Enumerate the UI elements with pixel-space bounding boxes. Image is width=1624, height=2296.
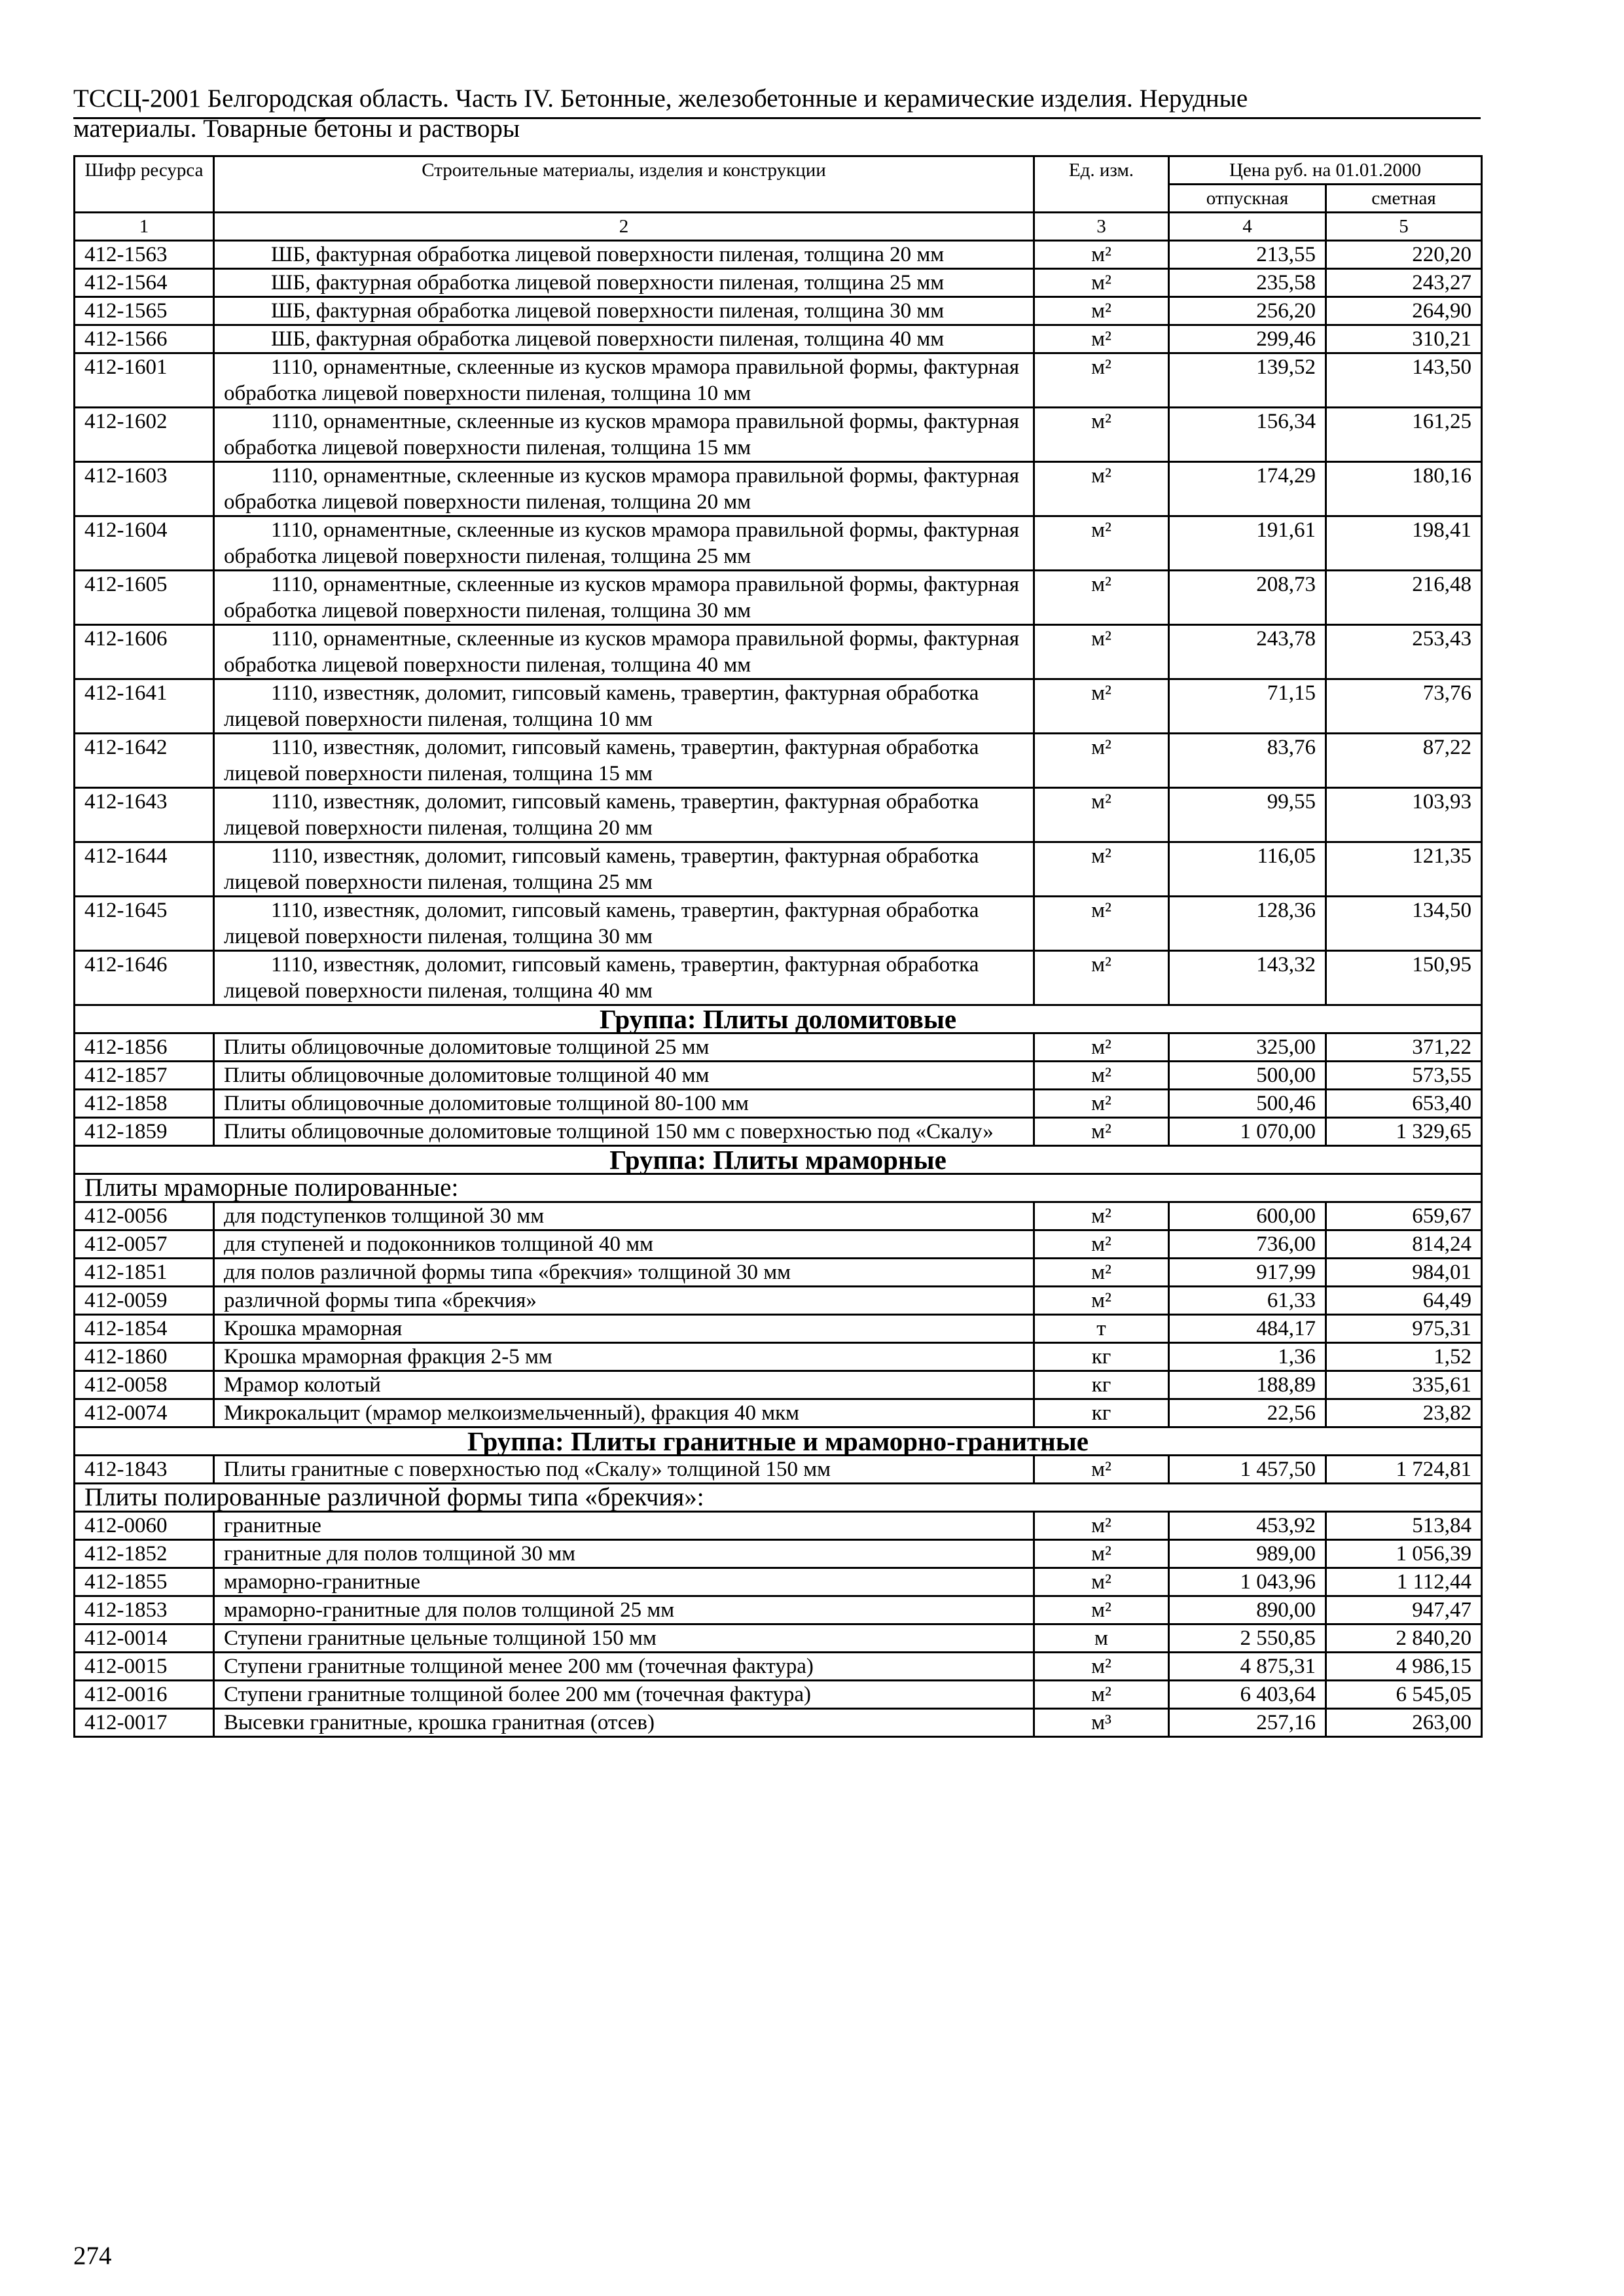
group-heading-granite xyxy=(75,1427,1482,1456)
release-price: 116,05 xyxy=(1169,842,1326,897)
item-description: Микрокальцит (мрамор мелкоизмельченный), фракция 40 мкм xyxy=(214,1399,1034,1427)
unit-of-measure: м² xyxy=(1034,1596,1169,1624)
unit-of-measure: м² xyxy=(1034,1090,1169,1118)
group-heading-dolomite-title: Группа: Плиты доломитовые xyxy=(75,1005,1482,1033)
release-price: 325,00 xyxy=(1169,1033,1326,1062)
resource-code: 412-1645 xyxy=(75,897,214,951)
item-description: Ступени гранитные цельные толщиной 150 мм xyxy=(214,1624,1034,1653)
estimate-price: 1 724,81 xyxy=(1326,1456,1482,1484)
col-num: 3 xyxy=(1034,213,1169,241)
estimate-price: 220,20 xyxy=(1326,241,1482,269)
group-heading-marble xyxy=(75,1146,1482,1174)
unit-of-measure: м² xyxy=(1034,1202,1169,1230)
estimate-price: 264,90 xyxy=(1326,297,1482,325)
unit-of-measure: м² xyxy=(1034,1259,1169,1287)
estimate-price: 371,22 xyxy=(1326,1033,1482,1062)
unit-of-measure: м² xyxy=(1034,1033,1169,1062)
resource-code: 412-1606 xyxy=(75,625,214,679)
group-heading-dolomite xyxy=(75,1005,1482,1033)
release-price: 500,46 xyxy=(1169,1090,1326,1118)
estimate-price: 198,41 xyxy=(1326,516,1482,571)
resource-code: 412-1858 xyxy=(75,1090,214,1118)
resource-code: 412-0016 xyxy=(75,1681,214,1709)
item-description: для полов различной формы типа «брекчия» толщиной 30 мм xyxy=(214,1259,1034,1287)
unit-of-measure: м² xyxy=(1034,516,1169,571)
release-price: 2 550,85 xyxy=(1169,1624,1326,1653)
item-description: Плиты облицовочные доломитовые толщиной 40 мм xyxy=(214,1062,1034,1090)
release-price: 917,99 xyxy=(1169,1259,1326,1287)
table-row xyxy=(75,269,1482,297)
item-description xyxy=(214,679,1034,734)
resource-code: 412-1564 xyxy=(75,269,214,297)
estimate-price: 23,82 xyxy=(1326,1399,1482,1427)
table-row xyxy=(75,1709,1482,1737)
table-row xyxy=(75,1202,1482,1230)
table-row xyxy=(75,1230,1482,1259)
item-description-text: 1110, известняк, доломит, гипсовый камень, травертин, фактурная обработка лицевой поверхности пиленая, толщина 40 мм xyxy=(224,953,979,1003)
resource-code: 412-1843 xyxy=(75,1456,214,1484)
subheading-granite-polished-label: Плиты полированные различной формы типа «брекчия»: xyxy=(75,1484,1482,1512)
resource-code: 412-1857 xyxy=(75,1062,214,1090)
estimate-price: 121,35 xyxy=(1326,842,1482,897)
table-row xyxy=(75,241,1482,269)
estimate-price: 659,67 xyxy=(1326,1202,1482,1230)
item-description-text: 1110, орнаментные, склеенные из кусков мрамора правильной формы, фактурная обработка лицевой поверхности пиленая, толщина 30 мм xyxy=(224,573,1020,622)
resource-code: 412-1565 xyxy=(75,297,214,325)
table-row xyxy=(75,679,1482,734)
header-rule xyxy=(73,117,1481,119)
release-price: 208,73 xyxy=(1169,571,1326,625)
unit-of-measure: м² xyxy=(1034,1540,1169,1568)
release-price: 1 457,50 xyxy=(1169,1456,1326,1484)
table-row xyxy=(75,1315,1482,1343)
estimate-price: 180,16 xyxy=(1326,462,1482,516)
resource-code: 412-0057 xyxy=(75,1230,214,1259)
resource-code: 412-0014 xyxy=(75,1624,214,1653)
item-description: Высевки гранитные, крошка гранитная (отсев) xyxy=(214,1709,1034,1737)
table-row xyxy=(75,408,1482,462)
item-description xyxy=(214,353,1034,408)
table-row xyxy=(75,297,1482,325)
unit-of-measure: м² xyxy=(1034,1568,1169,1596)
group-heading-marble-title: Группа: Плиты мраморные xyxy=(75,1146,1482,1174)
resource-code: 412-0060 xyxy=(75,1512,214,1540)
table-row xyxy=(75,1343,1482,1371)
estimate-price: 947,47 xyxy=(1326,1596,1482,1624)
item-description: Крошка мраморная фракция 2-5 мм xyxy=(214,1343,1034,1371)
resource-code: 412-0056 xyxy=(75,1202,214,1230)
unit-of-measure: м² xyxy=(1034,1653,1169,1681)
col-unit-header: Ед. изм. xyxy=(1034,156,1169,213)
unit-of-measure: м² xyxy=(1034,297,1169,325)
estimate-price: 975,31 xyxy=(1326,1315,1482,1343)
release-price: 139,52 xyxy=(1169,353,1326,408)
item-description-text: ШБ, фактурная обработка лицевой поверхности пиленая, толщина 40 мм xyxy=(271,327,945,351)
table-row xyxy=(75,1653,1482,1681)
release-price: 257,16 xyxy=(1169,1709,1326,1737)
release-price: 989,00 xyxy=(1169,1540,1326,1568)
estimate-price: 984,01 xyxy=(1326,1259,1482,1287)
resource-code: 412-1643 xyxy=(75,788,214,842)
unit-of-measure: м xyxy=(1034,1624,1169,1653)
unit-of-measure: м² xyxy=(1034,1456,1169,1484)
unit-of-measure: м² xyxy=(1034,241,1169,269)
resource-code: 412-1644 xyxy=(75,842,214,897)
unit-of-measure: м² xyxy=(1034,1062,1169,1090)
table-row xyxy=(75,462,1482,516)
resource-code: 412-1603 xyxy=(75,462,214,516)
item-description-text: ШБ, фактурная обработка лицевой поверхности пиленая, толщина 20 мм xyxy=(271,243,945,266)
group-heading-granite-title: Группа: Плиты гранитные и мраморно-гранитные xyxy=(75,1427,1482,1456)
item-description-text: 1110, орнаментные, склеенные из кусков мрамора правильной формы, фактурная обработка лицевой поверхности пиленая, толщина 10 мм xyxy=(224,355,1020,405)
document-header xyxy=(73,84,1481,144)
release-price: 174,29 xyxy=(1169,462,1326,516)
item-description-text: ШБ, фактурная обработка лицевой поверхности пиленая, толщина 25 мм xyxy=(271,271,945,295)
col-num: 5 xyxy=(1326,213,1482,241)
item-description-text: 1110, орнаментные, склеенные из кусков мрамора правильной формы, фактурная обработка лицевой поверхности пиленая, толщина 40 мм xyxy=(224,627,1020,677)
estimate-price: 1,52 xyxy=(1326,1343,1482,1371)
release-price: 22,56 xyxy=(1169,1399,1326,1427)
release-price: 736,00 xyxy=(1169,1230,1326,1259)
item-description-text: 1110, известняк, доломит, гипсовый камень, травертин, фактурная обработка лицевой поверхности пиленая, толщина 20 мм xyxy=(224,790,979,840)
unit-of-measure: м² xyxy=(1034,788,1169,842)
table-row xyxy=(75,1624,1482,1653)
release-price: 299,46 xyxy=(1169,325,1326,353)
item-description: для подступенков толщиной 30 мм xyxy=(214,1202,1034,1230)
col-num: 4 xyxy=(1169,213,1326,241)
item-description-text: 1110, орнаментные, склеенные из кусков мрамора правильной формы, фактурная обработка лицевой поверхности пиленая, толщина 25 мм xyxy=(224,518,1020,568)
item-description-text: 1110, известняк, доломит, гипсовый камень, травертин, фактурная обработка лицевой поверхности пиленая, толщина 10 мм xyxy=(224,681,979,731)
estimate-price: 87,22 xyxy=(1326,734,1482,788)
resource-code: 412-1851 xyxy=(75,1259,214,1287)
table-row xyxy=(75,1090,1482,1118)
estimate-price: 513,84 xyxy=(1326,1512,1482,1540)
resource-code: 412-1646 xyxy=(75,951,214,1005)
resource-code: 412-1604 xyxy=(75,516,214,571)
unit-of-measure: кг xyxy=(1034,1343,1169,1371)
release-price: 188,89 xyxy=(1169,1371,1326,1399)
item-description xyxy=(214,734,1034,788)
table-row xyxy=(75,1512,1482,1540)
release-price: 243,78 xyxy=(1169,625,1326,679)
unit-of-measure: м² xyxy=(1034,269,1169,297)
release-price: 600,00 xyxy=(1169,1202,1326,1230)
item-description: гранитные для полов толщиной 30 мм xyxy=(214,1540,1034,1568)
table-row xyxy=(75,1540,1482,1568)
item-description xyxy=(214,625,1034,679)
estimate-price: 2 840,20 xyxy=(1326,1624,1482,1653)
unit-of-measure: м² xyxy=(1034,1230,1169,1259)
estimate-price: 103,93 xyxy=(1326,788,1482,842)
item-description: Плиты облицовочные доломитовые толщиной 80-100 мм xyxy=(214,1090,1034,1118)
table-row xyxy=(75,788,1482,842)
resource-code: 412-0058 xyxy=(75,1371,214,1399)
item-description: мраморно-гранитные xyxy=(214,1568,1034,1596)
unit-of-measure: м² xyxy=(1034,1512,1169,1540)
resource-code: 412-1860 xyxy=(75,1343,214,1371)
resource-code: 412-1601 xyxy=(75,353,214,408)
estimate-price: 814,24 xyxy=(1326,1230,1482,1259)
release-price: 484,17 xyxy=(1169,1315,1326,1343)
resource-code: 412-1852 xyxy=(75,1540,214,1568)
release-price: 235,58 xyxy=(1169,269,1326,297)
item-description xyxy=(214,571,1034,625)
item-description: гранитные xyxy=(214,1512,1034,1540)
estimate-price: 150,95 xyxy=(1326,951,1482,1005)
item-description: Крошка мраморная xyxy=(214,1315,1034,1343)
release-price: 128,36 xyxy=(1169,897,1326,951)
unit-of-measure: м² xyxy=(1034,734,1169,788)
release-price: 83,76 xyxy=(1169,734,1326,788)
unit-of-measure: м² xyxy=(1034,571,1169,625)
estimate-price: 653,40 xyxy=(1326,1090,1482,1118)
item-description xyxy=(214,951,1034,1005)
resource-code: 412-0059 xyxy=(75,1287,214,1315)
estimate-price: 161,25 xyxy=(1326,408,1482,462)
estimate-price: 4 986,15 xyxy=(1326,1653,1482,1681)
item-description xyxy=(214,325,1034,353)
release-price: 61,33 xyxy=(1169,1287,1326,1315)
estimate-price: 143,50 xyxy=(1326,353,1482,408)
item-description: различной формы типа «брекчия» xyxy=(214,1287,1034,1315)
col-estimate-header: сметная xyxy=(1326,185,1482,213)
resource-code: 412-1859 xyxy=(75,1118,214,1146)
item-description: Плиты облицовочные доломитовые толщиной 150 мм с поверхностью под «Скалу» xyxy=(214,1118,1034,1146)
item-description-text: 1110, известняк, доломит, гипсовый камень, травертин, фактурная обработка лицевой поверхности пиленая, толщина 15 мм xyxy=(224,736,979,785)
table-row xyxy=(75,734,1482,788)
release-price: 256,20 xyxy=(1169,297,1326,325)
release-price: 1 070,00 xyxy=(1169,1118,1326,1146)
release-price: 71,15 xyxy=(1169,679,1326,734)
item-description: Ступени гранитные толщиной более 200 мм (точечная фактура) xyxy=(214,1681,1034,1709)
release-price: 4 875,31 xyxy=(1169,1653,1326,1681)
subheading-marble-polished xyxy=(75,1174,1482,1202)
resource-code: 412-1855 xyxy=(75,1568,214,1596)
resource-code: 412-1566 xyxy=(75,325,214,353)
unit-of-measure: м² xyxy=(1034,951,1169,1005)
unit-of-measure: кг xyxy=(1034,1371,1169,1399)
item-description xyxy=(214,897,1034,951)
estimate-price: 134,50 xyxy=(1326,897,1482,951)
col-release-header: отпускная xyxy=(1169,185,1326,213)
table-row xyxy=(75,1399,1482,1427)
table-row xyxy=(75,625,1482,679)
table-row xyxy=(75,353,1482,408)
resource-code: 412-0074 xyxy=(75,1399,214,1427)
unit-of-measure: м² xyxy=(1034,842,1169,897)
unit-of-measure: м² xyxy=(1034,897,1169,951)
item-description-text: ШБ, фактурная обработка лицевой поверхности пиленая, толщина 30 мм xyxy=(271,299,945,323)
table-row xyxy=(75,1287,1482,1315)
price-table xyxy=(73,155,1483,1738)
table-row xyxy=(75,571,1482,625)
unit-of-measure: т xyxy=(1034,1315,1169,1343)
table-row xyxy=(75,325,1482,353)
unit-of-measure: м² xyxy=(1034,679,1169,734)
resource-code: 412-1602 xyxy=(75,408,214,462)
subheading-granite-polished xyxy=(75,1484,1482,1512)
column-number-row xyxy=(75,213,1482,241)
unit-of-measure: м² xyxy=(1034,1118,1169,1146)
release-price: 1 043,96 xyxy=(1169,1568,1326,1596)
release-price: 1,36 xyxy=(1169,1343,1326,1371)
resource-code: 412-1642 xyxy=(75,734,214,788)
table-row xyxy=(75,1033,1482,1062)
item-description xyxy=(214,297,1034,325)
item-description xyxy=(214,516,1034,571)
item-description xyxy=(214,462,1034,516)
item-description xyxy=(214,269,1034,297)
resource-code: 412-1605 xyxy=(75,571,214,625)
release-price: 213,55 xyxy=(1169,241,1326,269)
unit-of-measure: кг xyxy=(1034,1399,1169,1427)
item-description-text: 1110, орнаментные, склеенные из кусков мрамора правильной формы, фактурная обработка лицевой поверхности пиленая, толщина 20 мм xyxy=(224,464,1020,514)
table-row xyxy=(75,842,1482,897)
header-line-2: материалы. Товарные бетоны и растворы xyxy=(73,115,520,143)
table-row xyxy=(75,1456,1482,1484)
estimate-price: 1 329,65 xyxy=(1326,1118,1482,1146)
table-row xyxy=(75,1596,1482,1624)
estimate-price: 216,48 xyxy=(1326,571,1482,625)
item-description xyxy=(214,241,1034,269)
table-header-row xyxy=(75,156,1482,185)
table-row xyxy=(75,1118,1482,1146)
item-description xyxy=(214,408,1034,462)
item-description: для ступеней и подоконников толщиной 40 мм xyxy=(214,1230,1034,1259)
resource-code: 412-1563 xyxy=(75,241,214,269)
release-price: 500,00 xyxy=(1169,1062,1326,1090)
table-row xyxy=(75,1568,1482,1596)
item-description: Плиты облицовочные доломитовые толщиной 25 мм xyxy=(214,1033,1034,1062)
price-table-body xyxy=(75,156,1482,1737)
resource-code: 412-1853 xyxy=(75,1596,214,1624)
unit-of-measure: м² xyxy=(1034,325,1169,353)
release-price: 99,55 xyxy=(1169,788,1326,842)
unit-of-measure: м² xyxy=(1034,1681,1169,1709)
estimate-price: 243,27 xyxy=(1326,269,1482,297)
release-price: 890,00 xyxy=(1169,1596,1326,1624)
unit-of-measure: м² xyxy=(1034,462,1169,516)
resource-code: 412-1854 xyxy=(75,1315,214,1343)
unit-of-measure: м³ xyxy=(1034,1709,1169,1737)
resource-code: 412-1856 xyxy=(75,1033,214,1062)
table-row xyxy=(75,897,1482,951)
item-description-text: 1110, известняк, доломит, гипсовый камень, травертин, фактурная обработка лицевой поверхности пиленая, толщина 30 мм xyxy=(224,899,979,948)
table-row xyxy=(75,1371,1482,1399)
table-row xyxy=(75,951,1482,1005)
estimate-price: 310,21 xyxy=(1326,325,1482,353)
estimate-price: 263,00 xyxy=(1326,1709,1482,1737)
estimate-price: 73,76 xyxy=(1326,679,1482,734)
item-description xyxy=(214,788,1034,842)
release-price: 453,92 xyxy=(1169,1512,1326,1540)
unit-of-measure: м² xyxy=(1034,408,1169,462)
resource-code: 412-1641 xyxy=(75,679,214,734)
resource-code: 412-0017 xyxy=(75,1709,214,1737)
col-num: 1 xyxy=(75,213,214,241)
col-price-header: Цена руб. на 01.01.2000 xyxy=(1169,156,1482,185)
item-description xyxy=(214,842,1034,897)
estimate-price: 64,49 xyxy=(1326,1287,1482,1315)
release-price: 156,34 xyxy=(1169,408,1326,462)
table-row xyxy=(75,516,1482,571)
item-description: мраморно-гранитные для полов толщиной 25 мм xyxy=(214,1596,1034,1624)
col-num: 2 xyxy=(214,213,1034,241)
page-number: 274 xyxy=(73,2242,112,2270)
col-desc-header: Строительные материалы, изделия и конструкции xyxy=(214,156,1034,213)
unit-of-measure: м² xyxy=(1034,353,1169,408)
subheading-marble-polished-label: Плиты мраморные полированные: xyxy=(75,1174,1482,1202)
table-row xyxy=(75,1259,1482,1287)
resource-code: 412-0015 xyxy=(75,1653,214,1681)
estimate-price: 335,61 xyxy=(1326,1371,1482,1399)
estimate-price: 1 112,44 xyxy=(1326,1568,1482,1596)
table-row xyxy=(75,1681,1482,1709)
release-price: 6 403,64 xyxy=(1169,1681,1326,1709)
table-row xyxy=(75,1062,1482,1090)
item-description-text: 1110, орнаментные, склеенные из кусков мрамора правильной формы, фактурная обработка лицевой поверхности пиленая, толщина 15 мм xyxy=(224,410,1020,459)
header-line-1: ТССЦ-2001 Белгородская область. Часть IV. Бетонные, железобетонные и керамические изделия. Нерудные xyxy=(73,84,1248,113)
estimate-price: 573,55 xyxy=(1326,1062,1482,1090)
release-price: 143,32 xyxy=(1169,951,1326,1005)
item-description: Мрамор колотый xyxy=(214,1371,1034,1399)
item-description: Ступени гранитные толщиной менее 200 мм (точечная фактура) xyxy=(214,1653,1034,1681)
item-description-text: 1110, известняк, доломит, гипсовый камень, травертин, фактурная обработка лицевой поверхности пиленая, толщина 25 мм xyxy=(224,844,979,894)
unit-of-measure: м² xyxy=(1034,625,1169,679)
col-code-header: Шифр ресурса xyxy=(75,156,214,213)
release-price: 191,61 xyxy=(1169,516,1326,571)
unit-of-measure: м² xyxy=(1034,1287,1169,1315)
item-description: Плиты гранитные с поверхностью под «Скалу» толщиной 150 мм xyxy=(214,1456,1034,1484)
estimate-price: 253,43 xyxy=(1326,625,1482,679)
estimate-price: 6 545,05 xyxy=(1326,1681,1482,1709)
estimate-price: 1 056,39 xyxy=(1326,1540,1482,1568)
